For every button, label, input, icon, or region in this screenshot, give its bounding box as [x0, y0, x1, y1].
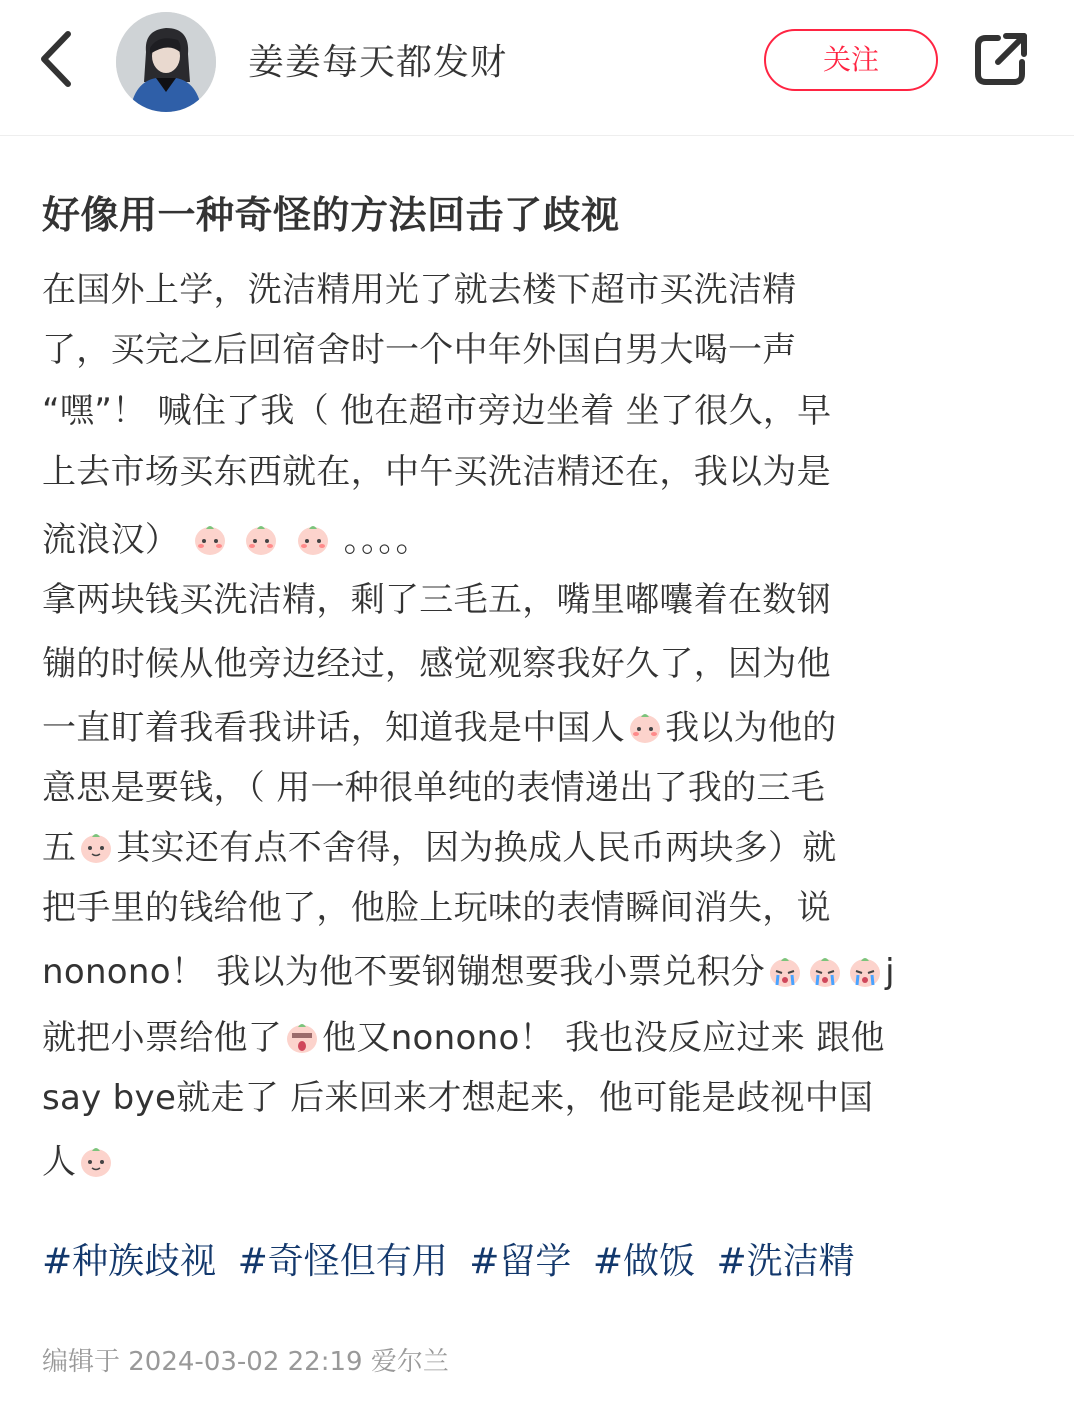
- body-line: 镚的时候从他旁边经过，感觉观察我好久了，因为他: [42, 644, 831, 684]
- crying-peach-emoji-icon: [767, 953, 803, 989]
- crying-peach-emoji-icon: [807, 953, 843, 989]
- body-line: 在国外上学，洗洁精用光了就去楼下超市买洗洁精: [42, 270, 797, 310]
- hashtag-list: [42, 1233, 865, 1284]
- chevron-left-icon: [32, 28, 82, 90]
- body-text: 五: [42, 828, 77, 868]
- smiling-peach-emoji-icon: [78, 829, 114, 865]
- body-line: 了，买完之后回宿舍时一个中年外国白男大喝一声: [42, 330, 797, 370]
- body-line: 拿两块钱买洗洁精，剩了三毛五，嘴里嘟囔着在数钢: [42, 580, 831, 620]
- top-bar: [0, 0, 1074, 136]
- body-line: “嘿”！ 喊住了我（ 他在超市旁边坐着 坐了很久，早: [42, 391, 832, 431]
- body-line: [42, 1016, 885, 1060]
- hashtag-link[interactable]: #做饭: [592, 1241, 696, 1282]
- body-line: 上去市场买东西就在，中午买洗洁精还在，我以为是: [42, 452, 831, 492]
- blushing-peach-emoji-icon: [295, 521, 331, 557]
- avatar-image: [116, 12, 216, 112]
- body-line: [42, 826, 837, 870]
- body-text: 他又nonono！ 我也没反应过来 跟他: [322, 1018, 885, 1058]
- hashtag-link[interactable]: #洗洁精: [716, 1241, 855, 1282]
- hashtag-link[interactable]: #留学: [469, 1241, 572, 1282]
- body-line: [42, 706, 837, 750]
- post-title: 好像用一种奇怪的方法回击了歧视: [42, 193, 620, 237]
- body-line: [42, 950, 895, 994]
- blushing-peach-emoji-icon: [192, 521, 228, 557]
- body-text: 其实还有点不舍得，因为换成人民币两块多）就: [116, 828, 837, 868]
- body-text: 流浪汉）: [42, 520, 180, 560]
- body-text: nonono！ 我以为他不要钢镚想要我小票兑积分: [42, 952, 766, 992]
- back-button[interactable]: [32, 28, 82, 90]
- avatar[interactable]: [116, 12, 216, 112]
- body-text: 人: [42, 1142, 77, 1182]
- follow-button[interactable]: 关注: [764, 29, 938, 91]
- body-line: 把手里的钱给他了，他脸上玩味的表情瞬间消失，说: [42, 888, 831, 928]
- body-line: say bye就走了 后来回来才想起来，他可能是歧视中国: [42, 1078, 874, 1118]
- body-line: [42, 518, 430, 562]
- body-line: [42, 1140, 116, 1184]
- body-text: 。。。。: [343, 520, 430, 560]
- body-line: 意思是要钱，（ 用一种很单纯的表情递出了我的三毛: [42, 768, 826, 808]
- body-text: 就把小票给他了: [42, 1018, 283, 1058]
- body-text: j: [885, 952, 895, 992]
- smiling-peach-emoji-icon: [78, 1143, 114, 1179]
- username[interactable]: 姜姜每天都发财: [248, 42, 508, 83]
- body-text: 一直盯着我看我讲话，知道我是中国人: [42, 708, 626, 748]
- hashtag-link[interactable]: #奇怪但有用: [237, 1241, 448, 1282]
- blushing-peach-emoji-icon: [243, 521, 279, 557]
- blushing-peach-emoji-icon: [627, 709, 663, 745]
- edit-timestamp: 编辑于 2024-03-02 22:19 爱尔兰: [42, 1347, 449, 1377]
- body-text: 我以为他的: [665, 708, 837, 748]
- share-icon: [972, 30, 1030, 88]
- shocked-peach-emoji-icon: [284, 1019, 320, 1055]
- hashtag-link[interactable]: #种族歧视: [42, 1241, 217, 1282]
- crying-peach-emoji-icon: [847, 953, 883, 989]
- share-button[interactable]: [972, 30, 1030, 88]
